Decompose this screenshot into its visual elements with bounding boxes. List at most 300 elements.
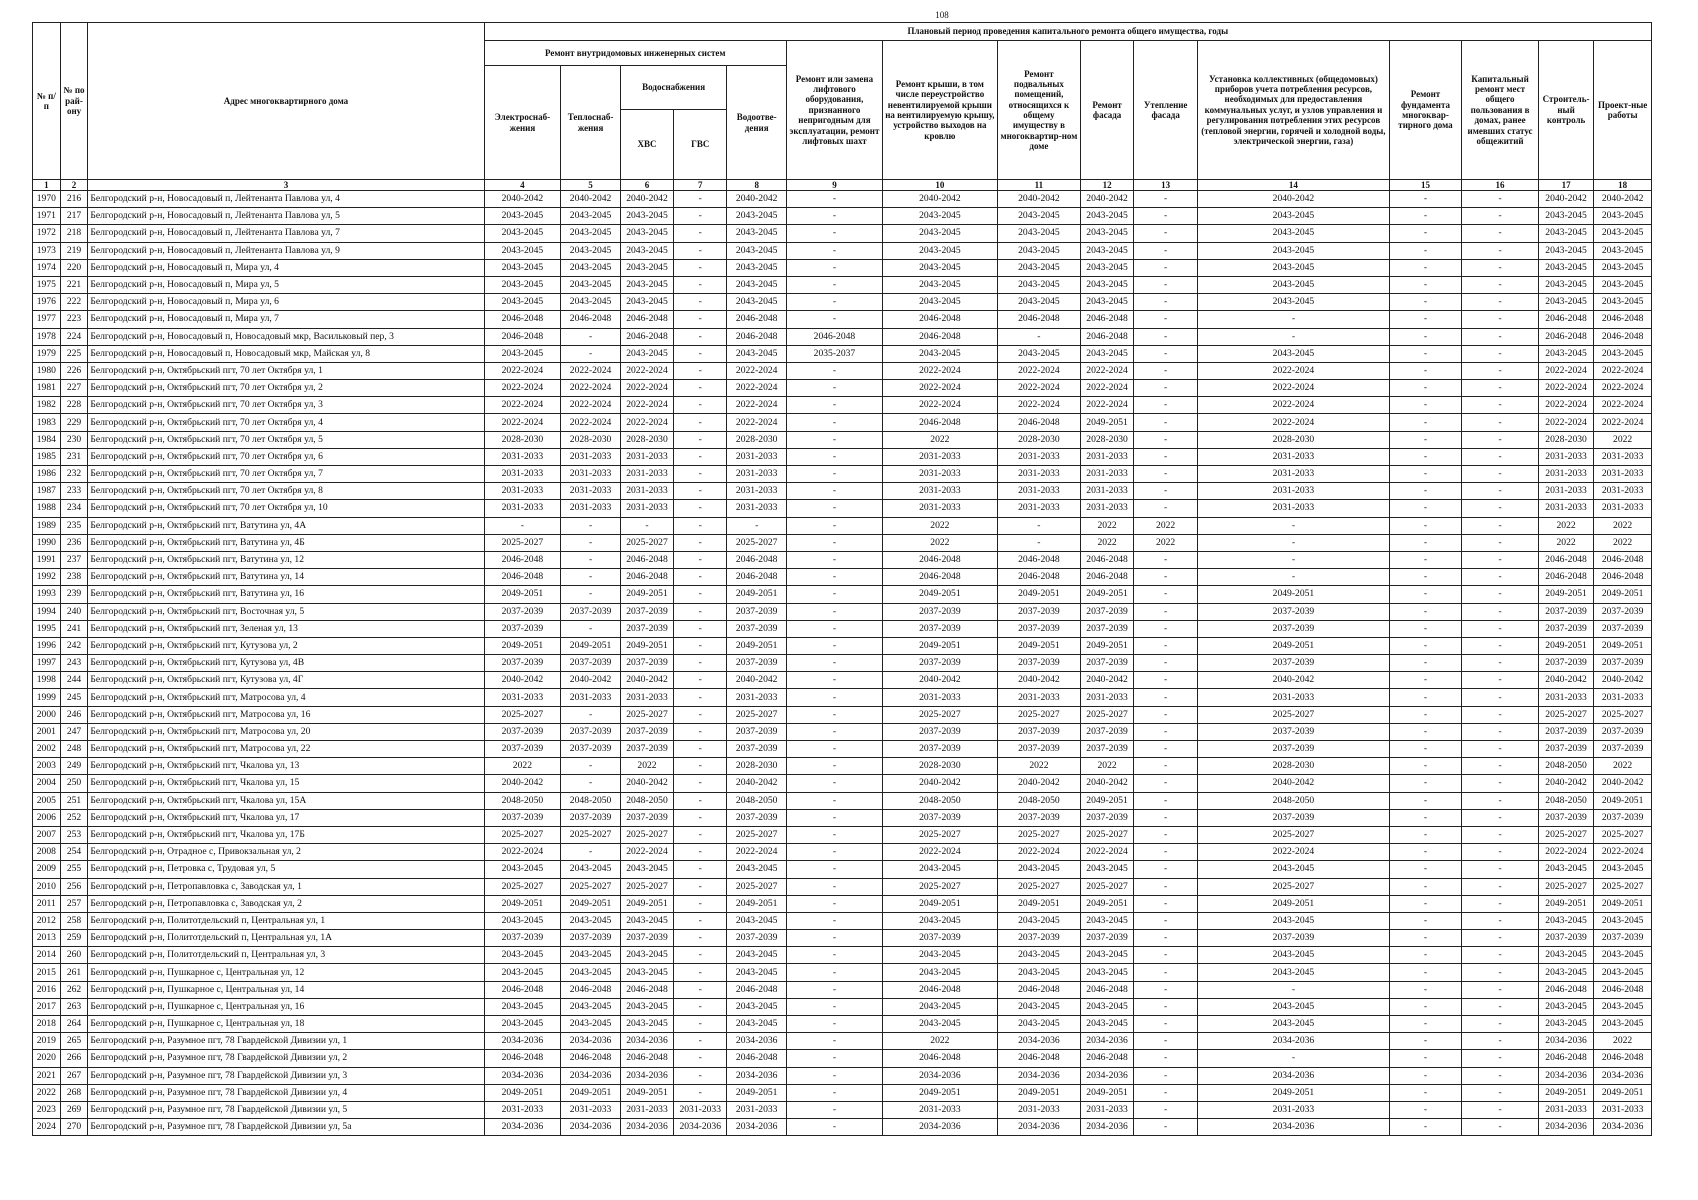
insulation-period-cell: - — [1134, 259, 1198, 276]
roof-period-cell: 2037-2039 — [882, 620, 997, 637]
construction-control-period-cell: 2025-2027 — [1538, 878, 1593, 895]
district-number-cell: 240 — [60, 603, 88, 620]
address-cell: Белгородский р-н, Новосадовый п, Мира ул, 7 — [88, 311, 484, 328]
design-works-period-cell: 2037-2039 — [1594, 930, 1652, 947]
address-cell: Белгородский р-н, Петропавловка с, Заводская ул, 1 — [88, 878, 484, 895]
insulation-period-cell: - — [1134, 483, 1198, 500]
meters-period-cell: 2049-2051 — [1198, 1084, 1390, 1101]
insulation-period-cell: - — [1134, 603, 1198, 620]
insulation-period-cell: - — [1134, 826, 1198, 843]
table-row — [33, 826, 1652, 843]
roof-period-cell: 2043-2045 — [882, 1016, 997, 1033]
table-row — [33, 259, 1652, 276]
roof-period-cell: 2049-2051 — [882, 586, 997, 603]
address-cell: Белгородский р-н, Октябрьский пгт, Чкалова ул, 17 — [88, 809, 484, 826]
dormitory-period-cell: - — [1462, 655, 1539, 672]
construction-control-period-cell: 2049-2051 — [1538, 586, 1593, 603]
district-number-cell: 223 — [60, 311, 88, 328]
hot-water-period-cell: - — [674, 930, 727, 947]
dormitory-period-cell: - — [1462, 947, 1539, 964]
address-cell: Белгородский р-н, Политотдельский п, Центральная ул, 1 — [88, 912, 484, 929]
hot-water-period-cell: - — [674, 517, 727, 534]
elevator-period-cell: 2035-2037 — [787, 345, 883, 362]
electricity-period-cell: 2037-2039 — [484, 809, 561, 826]
insulation-period-cell: - — [1134, 311, 1198, 328]
cold-water-period-cell: 2037-2039 — [620, 723, 673, 740]
elevator-period-cell: - — [787, 311, 883, 328]
design-works-period-cell: 2046-2048 — [1594, 551, 1652, 568]
design-works-period-cell: 2046-2048 — [1594, 311, 1652, 328]
electricity-period-cell: 2037-2039 — [484, 620, 561, 637]
row-number-cell: 2005 — [33, 792, 61, 809]
hot-water-period-cell: - — [674, 637, 727, 654]
insulation-period-cell: - — [1134, 620, 1198, 637]
district-number-cell: 237 — [60, 551, 88, 568]
roof-period-cell: 2049-2051 — [882, 637, 997, 654]
facade-period-cell: 2043-2045 — [1080, 912, 1133, 929]
electricity-period-cell: 2049-2051 — [484, 1084, 561, 1101]
roof-period-cell: 2043-2045 — [882, 345, 997, 362]
elevator-period-cell: - — [787, 569, 883, 586]
facade-period-cell: 2022-2024 — [1080, 844, 1133, 861]
page-number: 108 — [935, 10, 949, 20]
elevator-period-cell: - — [787, 483, 883, 500]
dormitory-period-cell: - — [1462, 620, 1539, 637]
foundation-period-cell: - — [1389, 466, 1461, 483]
heating-period-cell: 2043-2045 — [561, 225, 621, 242]
cold-water-period-cell: 2025-2027 — [620, 826, 673, 843]
elevator-period-cell: - — [787, 844, 883, 861]
district-number-cell: 261 — [60, 964, 88, 981]
meters-period-cell: 2037-2039 — [1198, 655, 1390, 672]
roof-period-cell: 2022 — [882, 431, 997, 448]
district-number-cell: 230 — [60, 431, 88, 448]
cold-water-period-cell: 2031-2033 — [620, 466, 673, 483]
facade-period-cell: 2046-2048 — [1080, 551, 1133, 568]
cold-water-period-cell: 2022 — [620, 758, 673, 775]
district-number-cell: 242 — [60, 637, 88, 654]
column-number: 17 — [1538, 180, 1593, 191]
design-works-period-cell: 2022-2024 — [1594, 397, 1652, 414]
district-number-cell: 263 — [60, 998, 88, 1015]
elevator-period-cell: - — [787, 895, 883, 912]
table-row — [33, 414, 1652, 431]
header-no-district: № по рай-ону — [60, 23, 88, 180]
roof-period-cell: 2037-2039 — [882, 603, 997, 620]
construction-control-period-cell: 2046-2048 — [1538, 551, 1593, 568]
cold-water-period-cell: 2043-2045 — [620, 861, 673, 878]
meters-period-cell: 2043-2045 — [1198, 861, 1390, 878]
table-row — [33, 1101, 1652, 1118]
row-number-cell: 2000 — [33, 706, 61, 723]
insulation-period-cell: - — [1134, 242, 1198, 259]
facade-period-cell: 2031-2033 — [1080, 689, 1133, 706]
cold-water-period-cell: 2037-2039 — [620, 930, 673, 947]
heating-period-cell: 2028-2030 — [561, 431, 621, 448]
construction-control-period-cell: 2049-2051 — [1538, 1084, 1593, 1101]
row-number-cell: 1980 — [33, 362, 61, 379]
design-works-period-cell: 2040-2042 — [1594, 775, 1652, 792]
sewerage-period-cell: 2043-2045 — [727, 861, 787, 878]
facade-period-cell: 2022 — [1080, 534, 1133, 551]
sewerage-period-cell: 2046-2048 — [727, 551, 787, 568]
table-row — [33, 586, 1652, 603]
foundation-period-cell: - — [1389, 792, 1461, 809]
construction-control-period-cell: 2049-2051 — [1538, 637, 1593, 654]
cold-water-period-cell: 2043-2045 — [620, 947, 673, 964]
facade-period-cell: 2025-2027 — [1080, 826, 1133, 843]
district-number-cell: 269 — [60, 1101, 88, 1118]
table-row — [33, 1084, 1652, 1101]
address-cell: Белгородский р-н, Октябрьский пгт, 70 лет Октября ул, 5 — [88, 431, 484, 448]
sewerage-period-cell: 2025-2027 — [727, 706, 787, 723]
heating-period-cell: 2046-2048 — [561, 981, 621, 998]
design-works-period-cell: 2049-2051 — [1594, 637, 1652, 654]
row-number-cell: 2003 — [33, 758, 61, 775]
foundation-period-cell: - — [1389, 551, 1461, 568]
header-address: Адрес многоквартирного дома — [88, 23, 484, 180]
heating-period-cell: 2049-2051 — [561, 637, 621, 654]
insulation-period-cell: - — [1134, 276, 1198, 293]
table-row — [33, 397, 1652, 414]
sewerage-period-cell: 2022-2024 — [727, 397, 787, 414]
row-number-cell: 1999 — [33, 689, 61, 706]
cold-water-period-cell: 2037-2039 — [620, 620, 673, 637]
address-cell: Белгородский р-н, Октябрьский пгт, Чкалова ул, 17Б — [88, 826, 484, 843]
electricity-period-cell: 2043-2045 — [484, 225, 561, 242]
design-works-period-cell: 2022-2024 — [1594, 362, 1652, 379]
construction-control-period-cell: 2043-2045 — [1538, 964, 1593, 981]
design-works-period-cell: 2025-2027 — [1594, 706, 1652, 723]
sewerage-period-cell: 2022-2024 — [727, 362, 787, 379]
basement-period-cell: 2031-2033 — [997, 448, 1080, 465]
construction-control-period-cell: 2037-2039 — [1538, 809, 1593, 826]
row-number-cell: 2010 — [33, 878, 61, 895]
district-number-cell: 236 — [60, 534, 88, 551]
elevator-period-cell: - — [787, 1084, 883, 1101]
table-header — [33, 23, 1652, 191]
table-row — [33, 191, 1652, 208]
facade-period-cell: 2046-2048 — [1080, 981, 1133, 998]
electricity-period-cell: 2031-2033 — [484, 500, 561, 517]
column-number: 11 — [997, 180, 1080, 191]
roof-period-cell: 2040-2042 — [882, 672, 997, 689]
construction-control-period-cell: 2043-2045 — [1538, 225, 1593, 242]
foundation-period-cell: - — [1389, 964, 1461, 981]
header-roof: Ремонт крыши, в том числе переустройство невентилируемой крыши на вентилируемую крышу, устройство выходов на кровлю — [882, 41, 997, 180]
heating-period-cell: 2025-2027 — [561, 826, 621, 843]
basement-period-cell: 2037-2039 — [997, 723, 1080, 740]
cold-water-period-cell: 2037-2039 — [620, 603, 673, 620]
hot-water-period-cell: - — [674, 276, 727, 293]
basement-period-cell: 2037-2039 — [997, 741, 1080, 758]
basement-period-cell: 2043-2045 — [997, 947, 1080, 964]
heating-period-cell: 2037-2039 — [561, 930, 621, 947]
foundation-period-cell: - — [1389, 1067, 1461, 1084]
construction-control-period-cell: 2031-2033 — [1538, 466, 1593, 483]
basement-period-cell: 2043-2045 — [997, 276, 1080, 293]
table-row — [33, 569, 1652, 586]
row-number-cell: 1971 — [33, 208, 61, 225]
sewerage-period-cell: 2037-2039 — [727, 741, 787, 758]
elevator-period-cell: - — [787, 225, 883, 242]
cold-water-period-cell: 2043-2045 — [620, 1016, 673, 1033]
electricity-period-cell: 2025-2027 — [484, 706, 561, 723]
sewerage-period-cell: - — [727, 517, 787, 534]
foundation-period-cell: - — [1389, 414, 1461, 431]
sewerage-period-cell: 2049-2051 — [727, 895, 787, 912]
column-number: 8 — [727, 180, 787, 191]
row-number-cell: 2014 — [33, 947, 61, 964]
row-number-cell: 1970 — [33, 191, 61, 208]
elevator-period-cell: - — [787, 1016, 883, 1033]
basement-period-cell: 2043-2045 — [997, 225, 1080, 242]
construction-control-period-cell: 2040-2042 — [1538, 775, 1593, 792]
hot-water-period-cell: - — [674, 603, 727, 620]
facade-period-cell: 2043-2045 — [1080, 947, 1133, 964]
elevator-period-cell: - — [787, 775, 883, 792]
sewerage-period-cell: 2046-2048 — [727, 981, 787, 998]
hot-water-period-cell: - — [674, 448, 727, 465]
row-number-cell: 2020 — [33, 1050, 61, 1067]
foundation-period-cell: - — [1389, 328, 1461, 345]
sewerage-period-cell: 2037-2039 — [727, 603, 787, 620]
roof-period-cell: 2040-2042 — [882, 191, 997, 208]
design-works-period-cell: 2022-2024 — [1594, 844, 1652, 861]
electricity-period-cell: 2031-2033 — [484, 689, 561, 706]
sewerage-period-cell: 2031-2033 — [727, 500, 787, 517]
foundation-period-cell: - — [1389, 775, 1461, 792]
hot-water-period-cell: - — [674, 483, 727, 500]
cold-water-period-cell: 2043-2045 — [620, 912, 673, 929]
hot-water-period-cell: - — [674, 826, 727, 843]
cold-water-period-cell: 2046-2048 — [620, 569, 673, 586]
electricity-period-cell: 2037-2039 — [484, 603, 561, 620]
table-row — [33, 964, 1652, 981]
electricity-period-cell: 2046-2048 — [484, 981, 561, 998]
insulation-period-cell: - — [1134, 861, 1198, 878]
address-cell: Белгородский р-н, Октябрьский пгт, 70 лет Октября ул, 8 — [88, 483, 484, 500]
insulation-period-cell: - — [1134, 431, 1198, 448]
roof-period-cell: 2022 — [882, 534, 997, 551]
construction-control-period-cell: 2022-2024 — [1538, 362, 1593, 379]
sewerage-period-cell: 2037-2039 — [727, 620, 787, 637]
row-number-cell: 1974 — [33, 259, 61, 276]
elevator-period-cell: - — [787, 672, 883, 689]
meters-period-cell: 2043-2045 — [1198, 259, 1390, 276]
roof-period-cell: 2031-2033 — [882, 448, 997, 465]
basement-period-cell: 2031-2033 — [997, 466, 1080, 483]
sewerage-period-cell: 2048-2050 — [727, 792, 787, 809]
header-foundation: Ремонт фундамента многоквар-тирного дома — [1389, 41, 1461, 180]
foundation-period-cell: - — [1389, 672, 1461, 689]
meters-period-cell: 2043-2045 — [1198, 294, 1390, 311]
elevator-period-cell: - — [787, 861, 883, 878]
dormitory-period-cell: - — [1462, 294, 1539, 311]
address-cell: Белгородский р-н, Пушкарное с, Центральная ул, 16 — [88, 998, 484, 1015]
cold-water-period-cell: 2031-2033 — [620, 500, 673, 517]
electricity-period-cell: 2049-2051 — [484, 586, 561, 603]
insulation-period-cell: - — [1134, 380, 1198, 397]
hot-water-period-cell: 2034-2036 — [674, 1119, 727, 1136]
electricity-period-cell: 2043-2045 — [484, 242, 561, 259]
table-row — [33, 242, 1652, 259]
elevator-period-cell: - — [787, 551, 883, 568]
design-works-period-cell: 2043-2045 — [1594, 998, 1652, 1015]
district-number-cell: 267 — [60, 1067, 88, 1084]
facade-period-cell: 2037-2039 — [1080, 620, 1133, 637]
row-number-cell: 1985 — [33, 448, 61, 465]
row-number-cell: 1993 — [33, 586, 61, 603]
design-works-period-cell: 2046-2048 — [1594, 328, 1652, 345]
roof-period-cell: 2046-2048 — [882, 311, 997, 328]
facade-period-cell: 2031-2033 — [1080, 448, 1133, 465]
heating-period-cell: 2034-2036 — [561, 1033, 621, 1050]
header-hot-water: ГВС — [674, 110, 727, 180]
address-cell: Белгородский р-н, Октябрьский пгт, 70 лет Октября ул, 4 — [88, 414, 484, 431]
insulation-period-cell: - — [1134, 208, 1198, 225]
row-number-cell: 2016 — [33, 981, 61, 998]
basement-period-cell: 2034-2036 — [997, 1067, 1080, 1084]
elevator-period-cell: - — [787, 259, 883, 276]
meters-period-cell: 2040-2042 — [1198, 191, 1390, 208]
sewerage-period-cell: 2025-2027 — [727, 826, 787, 843]
district-number-cell: 250 — [60, 775, 88, 792]
design-works-period-cell: 2046-2048 — [1594, 981, 1652, 998]
heating-period-cell: 2043-2045 — [561, 964, 621, 981]
elevator-period-cell: - — [787, 792, 883, 809]
header-elevator: Ремонт или замена лифтового оборудования, признанного непригодным для эксплуатации, ремонт лифтовых шахт — [787, 41, 883, 180]
elevator-period-cell: - — [787, 1067, 883, 1084]
row-number-cell: 2022 — [33, 1084, 61, 1101]
basement-period-cell: 2031-2033 — [997, 689, 1080, 706]
sewerage-period-cell: 2043-2045 — [727, 294, 787, 311]
meters-period-cell: 2043-2045 — [1198, 276, 1390, 293]
cold-water-period-cell: 2043-2045 — [620, 294, 673, 311]
foundation-period-cell: - — [1389, 569, 1461, 586]
header-period-group: Плановый период проведения капитального ремонта общего имущества, годы — [484, 23, 1651, 41]
foundation-period-cell: - — [1389, 431, 1461, 448]
table-row — [33, 311, 1652, 328]
district-number-cell: 252 — [60, 809, 88, 826]
facade-period-cell: 2031-2033 — [1080, 500, 1133, 517]
address-cell: Белгородский р-н, Новосадовый п, Мира ул, 4 — [88, 259, 484, 276]
meters-period-cell: 2037-2039 — [1198, 603, 1390, 620]
design-works-period-cell: 2022-2024 — [1594, 380, 1652, 397]
dormitory-period-cell: - — [1462, 500, 1539, 517]
facade-period-cell: 2049-2051 — [1080, 895, 1133, 912]
meters-period-cell: 2028-2030 — [1198, 758, 1390, 775]
district-number-cell: 227 — [60, 380, 88, 397]
facade-period-cell: 2043-2045 — [1080, 998, 1133, 1015]
address-cell: Белгородский р-н, Октябрьский пгт, 70 лет Октября ул, 7 — [88, 466, 484, 483]
district-number-cell: 256 — [60, 878, 88, 895]
dormitory-period-cell: - — [1462, 362, 1539, 379]
facade-period-cell: 2046-2048 — [1080, 328, 1133, 345]
basement-period-cell: 2049-2051 — [997, 895, 1080, 912]
meters-period-cell: 2043-2045 — [1198, 947, 1390, 964]
hot-water-period-cell: - — [674, 500, 727, 517]
district-number-cell: 239 — [60, 586, 88, 603]
sewerage-period-cell: 2025-2027 — [727, 534, 787, 551]
elevator-period-cell: - — [787, 603, 883, 620]
hot-water-period-cell: - — [674, 655, 727, 672]
insulation-period-cell: - — [1134, 930, 1198, 947]
sewerage-period-cell: 2037-2039 — [727, 723, 787, 740]
row-number-cell: 1990 — [33, 534, 61, 551]
meters-period-cell: - — [1198, 517, 1390, 534]
dormitory-period-cell: - — [1462, 431, 1539, 448]
insulation-period-cell: - — [1134, 947, 1198, 964]
roof-period-cell: 2022-2024 — [882, 397, 997, 414]
meters-period-cell: 2043-2045 — [1198, 225, 1390, 242]
hot-water-period-cell: - — [674, 981, 727, 998]
electricity-period-cell: 2031-2033 — [484, 448, 561, 465]
electricity-period-cell: 2043-2045 — [484, 998, 561, 1015]
foundation-period-cell: - — [1389, 397, 1461, 414]
row-number-cell: 2018 — [33, 1016, 61, 1033]
foundation-period-cell: - — [1389, 534, 1461, 551]
facade-period-cell: 2049-2051 — [1080, 414, 1133, 431]
address-cell: Белгородский р-н, Октябрьский пгт, Чкалова ул, 15А — [88, 792, 484, 809]
cold-water-period-cell: - — [620, 517, 673, 534]
electricity-period-cell: 2046-2048 — [484, 569, 561, 586]
meters-period-cell: 2043-2045 — [1198, 208, 1390, 225]
sewerage-period-cell: 2031-2033 — [727, 466, 787, 483]
meters-period-cell: - — [1198, 551, 1390, 568]
heating-period-cell: - — [561, 775, 621, 792]
hot-water-period-cell: - — [674, 328, 727, 345]
facade-period-cell: 2028-2030 — [1080, 431, 1133, 448]
elevator-period-cell: - — [787, 534, 883, 551]
district-number-cell: 244 — [60, 672, 88, 689]
facade-period-cell: 2049-2051 — [1080, 792, 1133, 809]
insulation-period-cell: - — [1134, 225, 1198, 242]
facade-period-cell: 2025-2027 — [1080, 706, 1133, 723]
meters-period-cell: 2031-2033 — [1198, 448, 1390, 465]
heating-period-cell: 2031-2033 — [561, 689, 621, 706]
heating-period-cell: 2022-2024 — [561, 397, 621, 414]
cold-water-period-cell: 2043-2045 — [620, 276, 673, 293]
basement-period-cell: 2022-2024 — [997, 362, 1080, 379]
cold-water-period-cell: 2022-2024 — [620, 844, 673, 861]
dormitory-period-cell: - — [1462, 551, 1539, 568]
hot-water-period-cell: - — [674, 964, 727, 981]
district-number-cell: 234 — [60, 500, 88, 517]
heating-period-cell: - — [561, 586, 621, 603]
cold-water-period-cell: 2031-2033 — [620, 483, 673, 500]
electricity-period-cell: 2022-2024 — [484, 380, 561, 397]
meters-period-cell: - — [1198, 311, 1390, 328]
roof-period-cell: 2048-2050 — [882, 792, 997, 809]
insulation-period-cell: - — [1134, 466, 1198, 483]
dormitory-period-cell: - — [1462, 569, 1539, 586]
basement-period-cell: - — [997, 517, 1080, 534]
dormitory-period-cell: - — [1462, 1033, 1539, 1050]
foundation-period-cell: - — [1389, 448, 1461, 465]
electricity-period-cell: 2043-2045 — [484, 208, 561, 225]
header-sewerage: Водоотве-дения — [727, 66, 787, 180]
hot-water-period-cell: - — [674, 723, 727, 740]
hot-water-period-cell: - — [674, 569, 727, 586]
dormitory-period-cell: - — [1462, 208, 1539, 225]
design-works-period-cell: 2043-2045 — [1594, 242, 1652, 259]
foundation-period-cell: - — [1389, 637, 1461, 654]
meters-period-cell: 2037-2039 — [1198, 741, 1390, 758]
basement-period-cell: 2048-2050 — [997, 792, 1080, 809]
heating-period-cell: - — [561, 345, 621, 362]
district-number-cell: 258 — [60, 912, 88, 929]
